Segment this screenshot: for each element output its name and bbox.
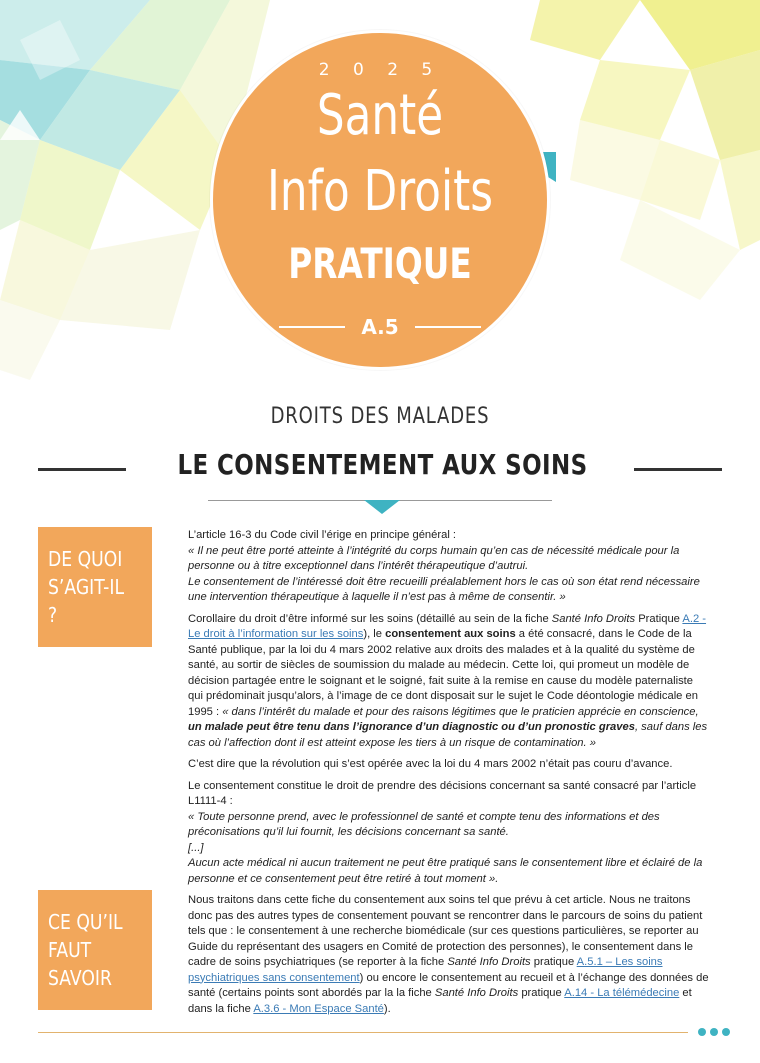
- sidebox-notch: [138, 527, 152, 541]
- dot: [710, 1028, 718, 1036]
- quote-text: [...]: [188, 841, 204, 854]
- text: et dans la fiche: [188, 987, 692, 1015]
- link-a51[interactable]: A.5.1 – Les soins psychiatriques sans consentement: [188, 956, 663, 984]
- sidebox-de-quoi: [38, 527, 152, 647]
- sidebox-notch: [138, 890, 152, 904]
- text: a été consacré, dans le Code de la Santé publique, par la loi du 4 mars 2002 relative aux droits des malades et à la qualité du système de santé, au sortir de siècles de soumission du malade au médecin. Cette loi, qui promeut un modèle de décision partagée entre le soignant et le soigné, fait suite à la remise en cause du modèle paternaliste qui prédominait jusqu’alors, à l’image de ce dont disposait sur le sujet le Code déontologie médicale en 1995 :: [188, 628, 698, 718]
- footer-rule: [38, 1032, 688, 1033]
- quote-text: « Il ne peut être porté atteinte à l’intégrité du corps humain qu’en cas de nécessité médicale pour la personne ou à titre exceptionnel dans l’intérêt thérapeutique d’autrui.: [188, 544, 680, 572]
- text: ).: [383, 1002, 391, 1015]
- title-pratique: PRATIQUE: [288, 239, 472, 288]
- emphasis: un malade peut être tenu dans l’ignorance d’un diagnostic ou d’un pronostic graves: [188, 721, 635, 733]
- quote: [188, 575, 710, 606]
- dot: [722, 1028, 730, 1036]
- link-a14[interactable]: A.14 - La télémédecine: [564, 987, 680, 999]
- link-a2[interactable]: A.2 - Le droit à l’information sur les soins: [188, 612, 707, 640]
- quote-text: « Toute personne prend, avec le professionnel de santé et compte tenu des informations et des préconisations qu’il lui fournit, les décisions concernant sa santé.: [188, 810, 660, 838]
- paragraph: [188, 893, 710, 1017]
- quote-text: , sauf dans les cas où l’affection dont il est atteint expose les tiers à un risque de contamination. »: [188, 721, 708, 749]
- quote: [188, 841, 710, 857]
- brand-name: Santé Info Droits: [551, 612, 636, 625]
- brand-name: Santé Info Droits: [434, 987, 519, 999]
- sidebox-label: DE QUOI S’AGIT-IL ?: [48, 547, 125, 627]
- quote-text: Aucun acte médical ni aucun traitement ne peut être pratiqué sans le consentement libre et éclairé de la personne et ce consentement peut être retiré à tout moment ».: [188, 857, 703, 885]
- page-title: LE CONSENTEMENT AUX SOINS: [177, 448, 588, 481]
- brand-name: Santé Info Droits: [447, 956, 531, 968]
- sheet-code-row: [270, 312, 490, 342]
- quote: [188, 544, 710, 575]
- code-rule-right: [415, 326, 481, 328]
- text: Nous traitons dans cette fiche du consentement aux soins tel que prévu à cet article. Nous ne traitons donc pas des autres types de consentement pouvant se rencontrer dans le parcours de soins du patient tels que : le consentement à une recherche biomédicale (sur ces questions particulières, se reporter au Guide du représentant des usagers en Comité de protection des personnes), le consentement dans le cadre de soins psychiatriques (se reporter à la fiche: [188, 894, 703, 968]
- quote-text: « dans l’intérêt du malade et pour des raisons légitimes que le praticien apprécie en conscience,: [222, 705, 699, 718]
- title-rule-right: [634, 468, 722, 471]
- paragraph: C’est dire que la révolution qui s’est opérée avec la loi du 4 mars 2002 n’était pas couru d’avance.: [188, 758, 673, 770]
- title-sante: Santé: [316, 83, 444, 148]
- divider-triangle-icon: [364, 500, 400, 514]
- text: ), le: [363, 628, 386, 640]
- dot: [698, 1028, 706, 1036]
- title-rule-left: [38, 468, 126, 471]
- paragraph: L’article 16-3 du Code civil l’érige en principe général :: [188, 529, 457, 541]
- main-title-bar: [38, 448, 722, 488]
- code-rule-left: [279, 326, 345, 328]
- sidebox-ce-quil-faut-savoir: [38, 890, 152, 1010]
- sheet-code: A.5: [361, 315, 399, 339]
- link-a36[interactable]: A.3.6 - Mon Espace Santé: [253, 1002, 384, 1015]
- year-label: 2 0 2 5: [318, 60, 442, 80]
- quote: [188, 856, 710, 887]
- emphasis: consentement aux soins: [385, 628, 516, 640]
- footer-dots-icon: [698, 1028, 730, 1036]
- sidebox-label: CE QU’IL FAUT SAVOIR: [48, 910, 123, 990]
- paragraph: [188, 612, 710, 752]
- title-info-droits: Info Droits: [267, 159, 493, 224]
- paragraph: Le consentement constitue le droit de prendre des décisions concernant sa santé consacré par l’article L1111-4 :: [188, 779, 697, 807]
- text: ) ou encore le consentement au recueil et à l’échange des données de santé (certains points sont abordés par la la fiche: [188, 971, 709, 999]
- text: Corollaire du droit d’être informé sur les soins (détaillé au sein de la fiche: [188, 612, 552, 625]
- text: pratique: [530, 956, 577, 968]
- text: pratique: [518, 987, 565, 999]
- quote-text: Le consentement de l’intéressé doit être recueilli préalablement hors le cas où son état rend nécessaire une intervention thérapeutique à laquelle il n’est pas à même de consentir. »: [188, 575, 700, 603]
- text: Pratique: [635, 612, 683, 625]
- quote: [188, 810, 710, 841]
- body-content: [188, 528, 710, 1023]
- category-heading: DROITS DES MALADES: [270, 404, 490, 429]
